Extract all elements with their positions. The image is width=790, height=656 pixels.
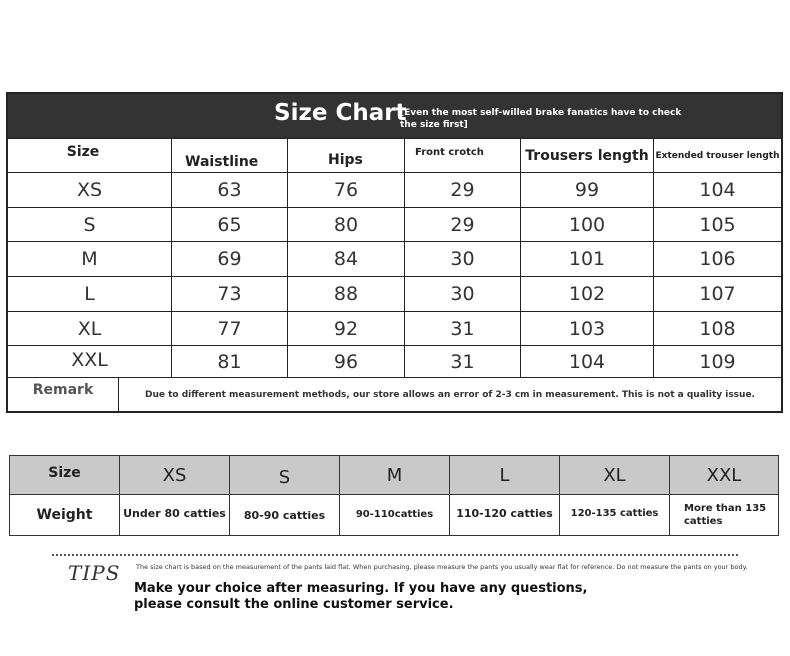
row-s-trousers-length: 100 [568,213,606,236]
row-xl-size: XL [77,317,102,340]
row-xs-size: XS [76,179,103,201]
weight-table-weight-label: Weight [36,507,93,523]
row-xs-extended-length: 104 [699,179,736,201]
col-header-extended-length: Extended trouser length [655,150,780,161]
size-chart-note: [Even the most self-willed brake fanatics have to check the size first] [400,108,682,130]
remark-text: Due to different measurement methods, our store allows an error of 2-3 cm in measurement. This is not a quality issue. [145,389,755,400]
size-chart-table [6,92,783,413]
col-header-hips: Hips [328,151,363,168]
row-m-extended-length: 106 [699,248,736,270]
tips-main-text: Make your choice after measuring. If you have any questions, please consult the online customer service. [134,581,588,612]
col-header-waistline: Waistline [185,153,259,170]
row-xxl-trousers-length: 104 [568,350,606,373]
tips-divider [52,554,738,556]
row-l-waistline: 73 [217,283,242,305]
row-m-front-crotch: 30 [450,248,475,270]
row-s-extended-length: 105 [699,213,736,236]
weight-xl: 120-135 catties [570,507,659,519]
size-chart-header [8,94,781,138]
row-xxl-extended-length: 109 [699,350,736,373]
col-header-front-crotch: Front crotch [415,146,484,158]
row-xxl-size: XXL [71,348,108,371]
row-l-size: L [84,283,95,305]
row-xl-waistline: 77 [217,317,242,340]
row-xxl-front-crotch: 31 [450,350,475,373]
weight-table [9,455,779,536]
row-xs-trousers-length: 99 [574,179,600,201]
row-s-waistline: 65 [217,213,242,236]
row-m-size: M [81,248,98,270]
weight-size-s: S [278,466,291,488]
row-xl-hips: 92 [333,317,359,340]
col-header-trousers-length: Trousers length [525,147,649,164]
row-m-hips: 84 [333,248,359,270]
row-m-waistline: 69 [217,248,242,270]
row-xs-front-crotch: 29 [450,179,475,201]
weight-l: 110-120 catties [456,506,553,520]
weight-size-xl: XL [603,464,626,486]
weight-table-size-label: Size [48,465,81,481]
weight-size-xxl: XXL [706,464,742,486]
row-m-trousers-length: 101 [568,248,606,270]
row-xl-front-crotch: 31 [450,317,475,340]
size-chart-title: Size Chart [274,100,407,126]
tips-label: TIPS [68,561,121,585]
row-xs-waistline: 63 [217,179,242,201]
row-s-size: S [83,213,96,236]
row-xxl-waistline: 81 [217,350,242,373]
weight-s: 80-90 catties [243,508,326,522]
remark-label: Remark [32,382,94,398]
row-xxl-hips: 96 [333,350,359,373]
row-xl-extended-length: 108 [699,317,736,340]
weight-size-xs: XS [162,464,187,486]
row-xl-trousers-length: 103 [568,317,606,340]
col-header-size: Size [66,144,100,160]
weight-size-l: L [499,464,510,486]
row-l-front-crotch: 30 [450,283,475,305]
weight-xs: Under 80 catties [123,506,226,520]
row-xs-hips: 76 [333,179,359,201]
row-l-extended-length: 107 [699,283,736,305]
tips-small-text: The size chart is based on the measurement of the pants laid flat. When purchasing, please measure the pants you usually wear flat for reference. Do not measure the pants on your body. [136,563,748,571]
weight-size-m: M [386,464,403,486]
weight-m: 90-110catties [355,508,434,520]
row-l-hips: 88 [333,283,359,305]
row-s-hips: 80 [333,213,359,236]
row-l-trousers-length: 102 [568,283,606,305]
row-s-front-crotch: 29 [450,213,475,236]
weight-xxl: More than 135 catties [684,503,767,527]
